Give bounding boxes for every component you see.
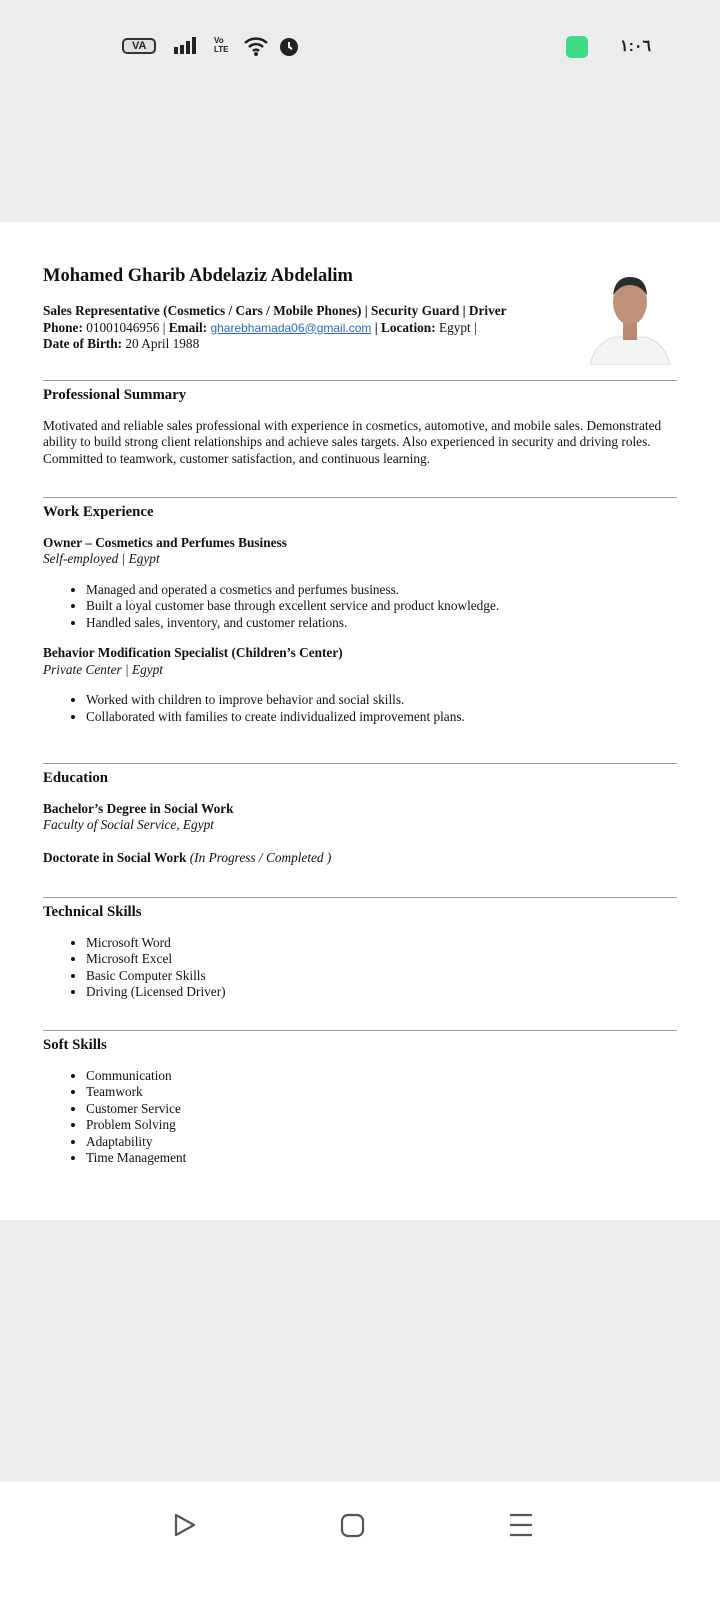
profile-photo [590, 267, 670, 365]
resume-document [0, 222, 720, 1220]
battery-icon [566, 36, 588, 58]
list-item: • Microsoft Word [86, 935, 677, 952]
job-title: Owner – Cosmetics and Perfumes Business [43, 534, 287, 550]
dob: 20 April 1988 [122, 336, 200, 351]
soft-list [43, 1068, 677, 1167]
list-item: • Managed and operated a cosmetics and perfumes business. [86, 582, 677, 599]
back-icon[interactable] [172, 1512, 198, 1538]
list-item: • Worked with children to improve behavior and social skills. [86, 692, 677, 709]
summary-text: Motivated and reliable sales professional with experience in cosmetics, automotive, and mobile sales. Demonstrated ability to build strong client relationships and achieve sales targets. Also experienced in security and driving roles. Committed to teamwork, customer satisfaction, and continuous learning. [43, 417, 662, 466]
school: Faculty of Social Service, Egypt [43, 817, 214, 832]
degree: Doctorate in Social Work [43, 849, 187, 865]
degree: Bachelor’s Degree in Social Work [43, 800, 234, 816]
phone: 01001046956 | [82, 319, 169, 335]
job-place: Self-employed | Egypt [43, 551, 160, 566]
soft-heading: Soft Skills [43, 1037, 107, 1053]
carrier-badge: VA [122, 38, 156, 54]
list-item: • Collaborated with families to create individualized improvement plans. [86, 709, 677, 726]
job-place: Private Center | Egypt [43, 661, 163, 677]
technical-heading: Technical Skills [43, 904, 142, 920]
degree-note: (In Progress / Completed ) [186, 849, 332, 865]
list-item: • Built a loyal customer base through excellent service and product knowledge. [86, 598, 677, 615]
wifi-icon [243, 35, 271, 57]
dob-label: Date of Birth: [43, 336, 123, 351]
phone-label: Phone: [43, 319, 83, 335]
status-bar [0, 0, 720, 95]
list-item: • Customer Service [86, 1101, 677, 1118]
summary-heading: Professional Summary [43, 387, 187, 403]
job-bullets [43, 582, 677, 632]
location-label: | Location: [374, 319, 436, 335]
recents-icon[interactable] [508, 1512, 534, 1538]
signal-icon [174, 37, 202, 55]
navigation-bar [0, 1482, 720, 1600]
contact-block [43, 303, 507, 353]
section-work [43, 497, 677, 739]
section-soft-skills [43, 1030, 677, 1181]
work-heading: Work Experience [43, 504, 154, 520]
technical-list [43, 935, 677, 1001]
list-item: • Handled sales, inventory, and customer relations. [86, 615, 677, 632]
job-title: Behavior Modification Specialist (Children’s Center) [43, 645, 343, 660]
location: Egypt | [435, 319, 477, 335]
resume-name: Mohamed Gharib Abdelaziz Abdelalim [43, 266, 353, 286]
list-item: • Driving (Licensed Driver) [86, 984, 677, 1001]
list-item: • Time Management [86, 1150, 677, 1167]
volte-icon: Vo LTE [214, 36, 229, 54]
list-item: • Basic Computer Skills [86, 968, 677, 985]
section-technical-skills [43, 897, 677, 1015]
title-line: Sales Representative (Cosmetics / Cars / Mobile Phones) | Security Guard | Driver [43, 303, 507, 318]
alarm-icon [278, 35, 300, 57]
job-bullets [43, 692, 677, 725]
clock: ١:٠٦ [620, 38, 652, 55]
list-item: • Communication [86, 1068, 677, 1085]
section-summary [43, 380, 677, 467]
list-item: • Teamwork [86, 1084, 677, 1101]
email-link[interactable]: gharebhamada06@gmail.com [210, 320, 372, 335]
list-item: • Microsoft Excel [86, 951, 677, 968]
home-icon[interactable] [340, 1513, 366, 1539]
email-label: Email: [168, 319, 208, 335]
section-education [43, 763, 677, 866]
education-heading: Education [43, 770, 108, 786]
list-item: • Problem Solving [86, 1117, 677, 1134]
list-item: • Adaptability [86, 1134, 677, 1151]
